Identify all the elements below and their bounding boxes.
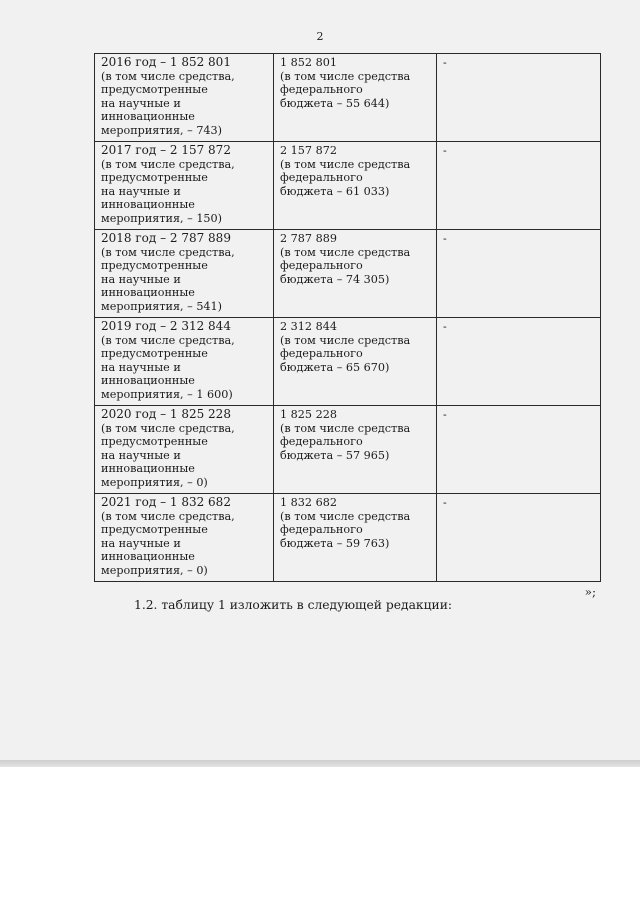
year-total-text: 2016 год – 1 852 801: [101, 55, 231, 69]
table-row: [95, 230, 601, 318]
amount-text: 2 312 844: [280, 320, 337, 333]
total-note-line: мероприятия, – 1 600): [101, 387, 233, 401]
regional-funding-cell: [274, 230, 437, 318]
total-note-line: предусмотренные: [101, 171, 208, 185]
amount-note-line: федерального: [280, 435, 363, 449]
dash-text: -: [443, 496, 447, 509]
total-note-line: (в том числе средства,: [101, 157, 235, 171]
total-note-line: на научные и: [101, 536, 181, 550]
other-funding-cell: [437, 494, 601, 582]
regional-funding-cell: [274, 54, 437, 142]
amount-text: 1 832 682: [280, 496, 337, 509]
amount-text: 1 852 801: [280, 56, 337, 69]
closing-quote: »;: [584, 585, 596, 599]
year-total-text: 2021 год – 1 832 682: [101, 495, 231, 509]
total-note-line: инновационные: [101, 462, 195, 476]
total-note-line: на научные и: [101, 96, 181, 110]
other-funding-cell: [437, 230, 601, 318]
regional-funding-cell: [274, 318, 437, 406]
amount-note-line: федерального: [280, 523, 363, 537]
table-row: [95, 142, 601, 230]
total-note-line: предусмотренные: [101, 259, 208, 273]
total-note-line: предусмотренные: [101, 435, 208, 449]
total-funding-cell: [95, 318, 274, 406]
amount-note-line: (в том числе средства: [280, 333, 411, 347]
amount-text: 1 825 228: [280, 408, 337, 421]
total-funding-cell: [95, 230, 274, 318]
total-note-line: инновационные: [101, 550, 195, 564]
total-note-line: предусмотренные: [101, 347, 208, 361]
total-note-line: (в том числе средства,: [101, 69, 235, 83]
total-funding-cell: [95, 142, 274, 230]
total-note-line: инновационные: [101, 374, 195, 388]
amount-note-line: (в том числе средства: [280, 69, 411, 83]
amount-note-line: бюджета – 74 305): [280, 272, 390, 286]
year-total-text: 2018 год – 2 787 889: [101, 231, 231, 245]
total-funding-cell: [95, 54, 274, 142]
dash-text: -: [443, 232, 447, 245]
amount-note-line: бюджета – 57 965): [280, 448, 390, 462]
table-row: [95, 318, 601, 406]
amount-text: 2 787 889: [280, 232, 337, 245]
year-total-text: 2017 год – 2 157 872: [101, 143, 231, 157]
regional-funding-cell: [274, 406, 437, 494]
amount-note-line: (в том числе средства: [280, 245, 411, 259]
dash-text: -: [443, 56, 447, 69]
regional-funding-cell: [274, 142, 437, 230]
total-note-line: инновационные: [101, 198, 195, 212]
funding-table-body: [95, 54, 601, 582]
other-funding-cell: [437, 54, 601, 142]
amount-note-line: федерального: [280, 347, 363, 361]
total-note-line: (в том числе средства,: [101, 245, 235, 259]
regional-funding-cell: [274, 494, 437, 582]
amount-note-line: (в том числе средства: [280, 157, 411, 171]
total-note-line: мероприятия, – 0): [101, 475, 208, 489]
amount-note-line: (в том числе средства: [280, 509, 411, 523]
year-total-text: 2020 год – 1 825 228: [101, 407, 231, 421]
other-funding-cell: [437, 406, 601, 494]
total-note-line: (в том числе средства,: [101, 509, 235, 523]
dash-text: -: [443, 408, 447, 421]
amount-note-line: (в том числе средства: [280, 421, 411, 435]
amount-note-line: бюджета – 65 670): [280, 360, 390, 374]
total-funding-cell: [95, 494, 274, 582]
total-note-line: инновационные: [101, 110, 195, 124]
other-funding-cell: [437, 318, 601, 406]
funding-table: [94, 53, 601, 582]
page-edge-shadow: [0, 760, 640, 767]
table-row: [95, 54, 601, 142]
page-number: 2: [316, 30, 324, 43]
total-note-line: предусмотренные: [101, 523, 208, 537]
other-funding-cell: [437, 142, 601, 230]
total-note-line: мероприятия, – 743): [101, 123, 223, 137]
total-note-line: на научные и: [101, 272, 181, 286]
table-row: [95, 494, 601, 582]
amount-note-line: федерального: [280, 171, 363, 185]
total-funding-cell: [95, 406, 274, 494]
total-note-line: (в том числе средства,: [101, 333, 235, 347]
year-total-text: 2019 год – 2 312 844: [101, 319, 231, 333]
total-note-line: на научные и: [101, 448, 181, 462]
amendment-instruction: 1.2. таблицу 1 изложить в следующей редакции:: [134, 598, 453, 612]
total-note-line: мероприятия, – 541): [101, 299, 223, 313]
amount-note-line: бюджета – 59 763): [280, 536, 390, 550]
total-note-line: инновационные: [101, 286, 195, 300]
table-row: [95, 406, 601, 494]
amount-text: 2 157 872: [280, 144, 337, 157]
dash-text: -: [443, 320, 447, 333]
total-note-line: на научные и: [101, 184, 181, 198]
amount-note-line: бюджета – 61 033): [280, 184, 390, 198]
total-note-line: (в том числе средства,: [101, 421, 235, 435]
amount-note-line: федерального: [280, 259, 363, 273]
total-note-line: мероприятия, – 0): [101, 563, 208, 577]
dash-text: -: [443, 144, 447, 157]
total-note-line: на научные и: [101, 360, 181, 374]
total-note-line: мероприятия, – 150): [101, 211, 223, 225]
amount-note-line: бюджета – 55 644): [280, 96, 390, 110]
total-note-line: предусмотренные: [101, 83, 208, 97]
amount-note-line: федерального: [280, 83, 363, 97]
